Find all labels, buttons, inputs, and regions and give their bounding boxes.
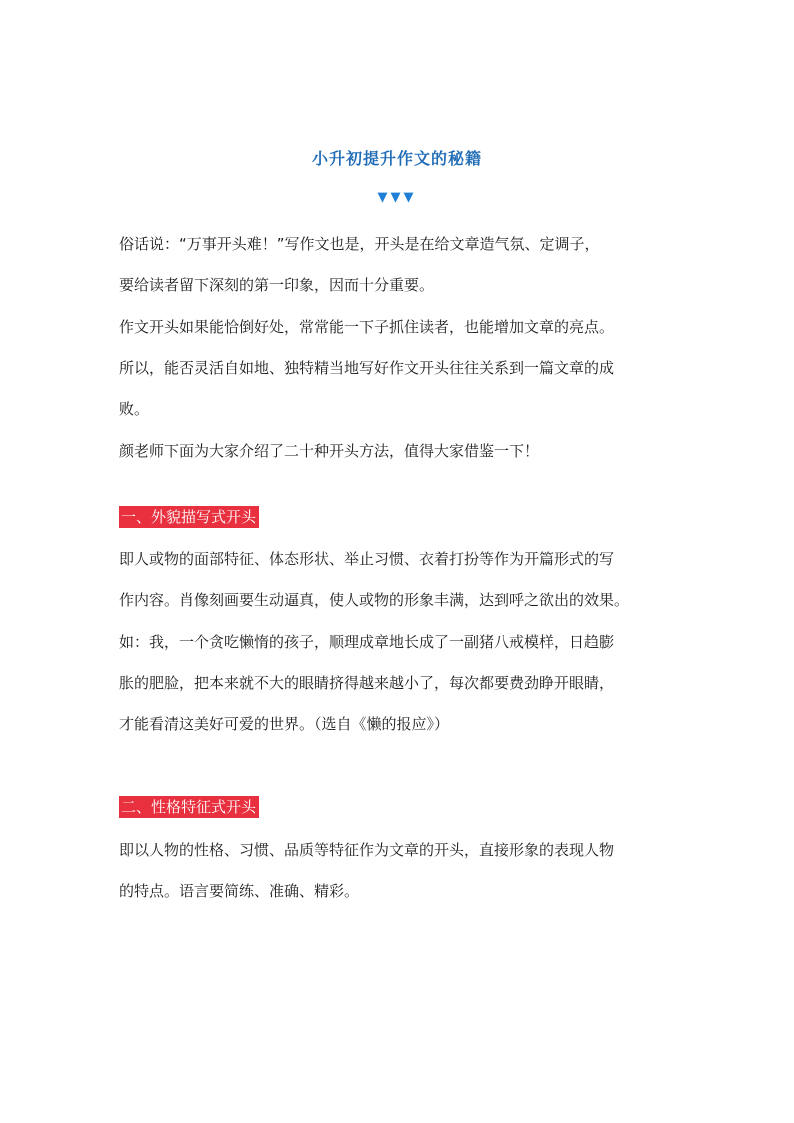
intro-line: 作文开头如果能恰倒好处，常常能一下子抓住读者，也能增加文章的亮点。: [119, 318, 615, 336]
section-heading-appearance: 一、外貌描写式开头: [119, 506, 259, 528]
section-line: 作内容。肖像刻画要生动逼真，使人或物的形象丰满，达到呼之欲出的效果。: [119, 591, 630, 609]
section-line: 的特点。语言要简练、准确、精彩。: [119, 882, 360, 900]
intro-line: 所以，能否灵活自如地、独特精当地写好作文开头往往关系到一篇文章的成: [119, 359, 615, 377]
intro-line: 败。: [119, 400, 150, 418]
divider-arrows-icon: ▼▼▼: [377, 190, 417, 205]
intro-line: 俗话说：“万事开头难！”写作文也是，开头是在给文章造气氛、定调子，: [119, 235, 600, 253]
section-line: 即以人物的性格、习惯、品质等特征作为文章的开头，直接形象的表现人物: [119, 841, 615, 859]
document-title: 小升初提升作文的秘籍: [311, 149, 482, 168]
section-line: 即人或物的面部特征、体态形状、举止习惯、衣着打扮等作为开篇形式的写: [119, 550, 615, 568]
section-heading-personality: 二、性格特征式开头: [119, 796, 259, 818]
intro-line: 颜老师下面为大家介绍了二十种开头方法，值得大家借鉴一下！: [119, 442, 540, 460]
section-line: 如：我，一个贪吃懒惰的孩子，顺理成章地长成了一副猪八戒模样，日趋膨: [119, 633, 615, 651]
section-line: 胀的肥脸，把本来就不大的眼睛挤得越来越小了，每次都要费劲睁开眼睛，: [119, 674, 615, 692]
intro-line: 要给读者留下深刻的第一印象，因而十分重要。: [119, 276, 435, 294]
section-line: 才能看清这美好可爱的世界。（选自《懒的报应》）: [119, 715, 450, 733]
